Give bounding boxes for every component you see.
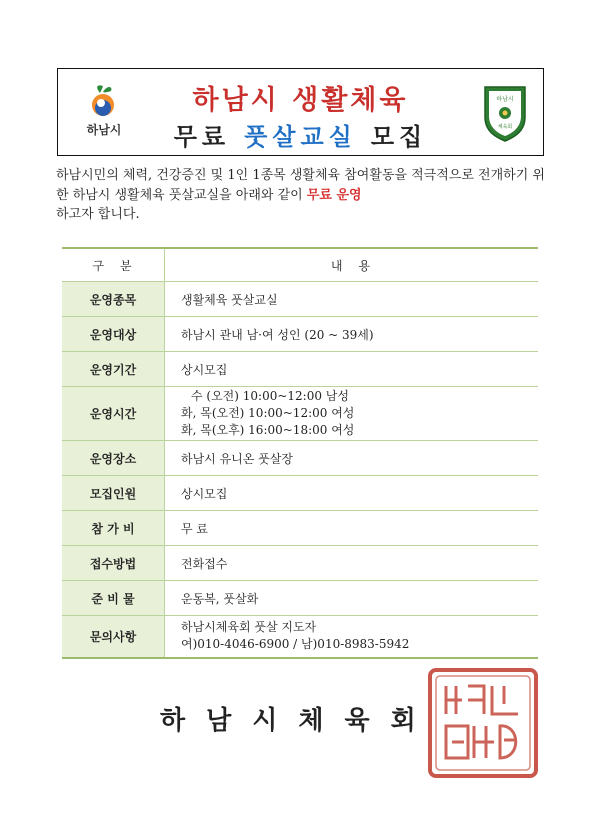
title-line-2 (58, 117, 543, 152)
table-row (62, 282, 538, 317)
row-key: 참 가 비 (62, 511, 165, 546)
row-value: 상시모집 (165, 352, 539, 387)
table-row (62, 616, 538, 658)
row-value: 하남시 관내 남·여 성인 (20 ~ 39세) (165, 317, 539, 352)
intro-paragraph (56, 166, 550, 225)
row-key: 운영시간 (62, 387, 165, 441)
header-content: 내 용 (165, 248, 539, 282)
table-row (62, 352, 538, 387)
header-category: 구 분 (62, 248, 165, 282)
intro-highlight: 무료 운영 (306, 187, 362, 203)
emblem-top-text: 하남시 (496, 96, 514, 103)
table-row (62, 511, 538, 546)
table-row (62, 387, 538, 441)
row-value: 하남시 유니온 풋살장 (165, 441, 539, 476)
table-row (62, 317, 538, 352)
row-value (165, 387, 539, 441)
row-key: 운영장소 (62, 441, 165, 476)
row-value-line: 화, 목(오전) 10:00~12:00 여성 (181, 406, 355, 420)
row-value: 전화접수 (165, 546, 539, 581)
row-value-line: 수 (오전) 10:00~12:00 남성 (191, 389, 349, 403)
row-value: 운동복, 풋살화 (165, 581, 539, 616)
title-prefix: 무료 (173, 122, 231, 151)
table-row (62, 546, 538, 581)
row-key: 문의사항 (62, 616, 165, 658)
hanam-sports-council-emblem (481, 83, 529, 143)
intro-text: 하남시민의 체력, 건강증진 및 1인 1종목 생활체육 참여활동을 적극적으로 전개하기 위한 하남시 생활체육 풋살교실을 아래와 같이 (56, 168, 545, 203)
title-line-1: 하남시 생활체육 (192, 85, 409, 116)
table-row (62, 441, 538, 476)
table-row (62, 476, 538, 511)
row-key: 모집인원 (62, 476, 165, 511)
logo-caption: 하남시 (86, 123, 122, 137)
recruitment-info-table (62, 247, 538, 659)
row-value-line: 여)010-4046-6900 / 남)010-8983-5942 (181, 637, 410, 652)
intro-text-end: 하고자 합니다. (56, 207, 140, 222)
row-value-line: 화, 목(오후) 16:00~18:00 여성 (181, 423, 355, 437)
row-key: 운영기간 (62, 352, 165, 387)
title-box (57, 68, 544, 156)
title-highlight: 풋살교실 (244, 122, 357, 151)
row-value: 무 료 (165, 511, 539, 546)
official-seal-stamp (424, 664, 542, 782)
organization-name: 하남시체육회 (160, 706, 437, 736)
row-value: 생활체육 풋살교실 (165, 282, 539, 317)
table-row (62, 581, 538, 616)
title-suffix: 모집 (370, 122, 428, 151)
row-key: 운영종목 (62, 282, 165, 317)
table-header-row (62, 248, 538, 282)
row-value (165, 616, 539, 658)
row-value: 상시모집 (165, 476, 539, 511)
row-value-line: 하남시체육회 풋살 지도자 (181, 620, 317, 635)
row-key: 운영대상 (62, 317, 165, 352)
row-key: 준 비 물 (62, 581, 165, 616)
row-key: 접수방법 (62, 546, 165, 581)
emblem-bottom-text: 체육회 (497, 124, 513, 130)
